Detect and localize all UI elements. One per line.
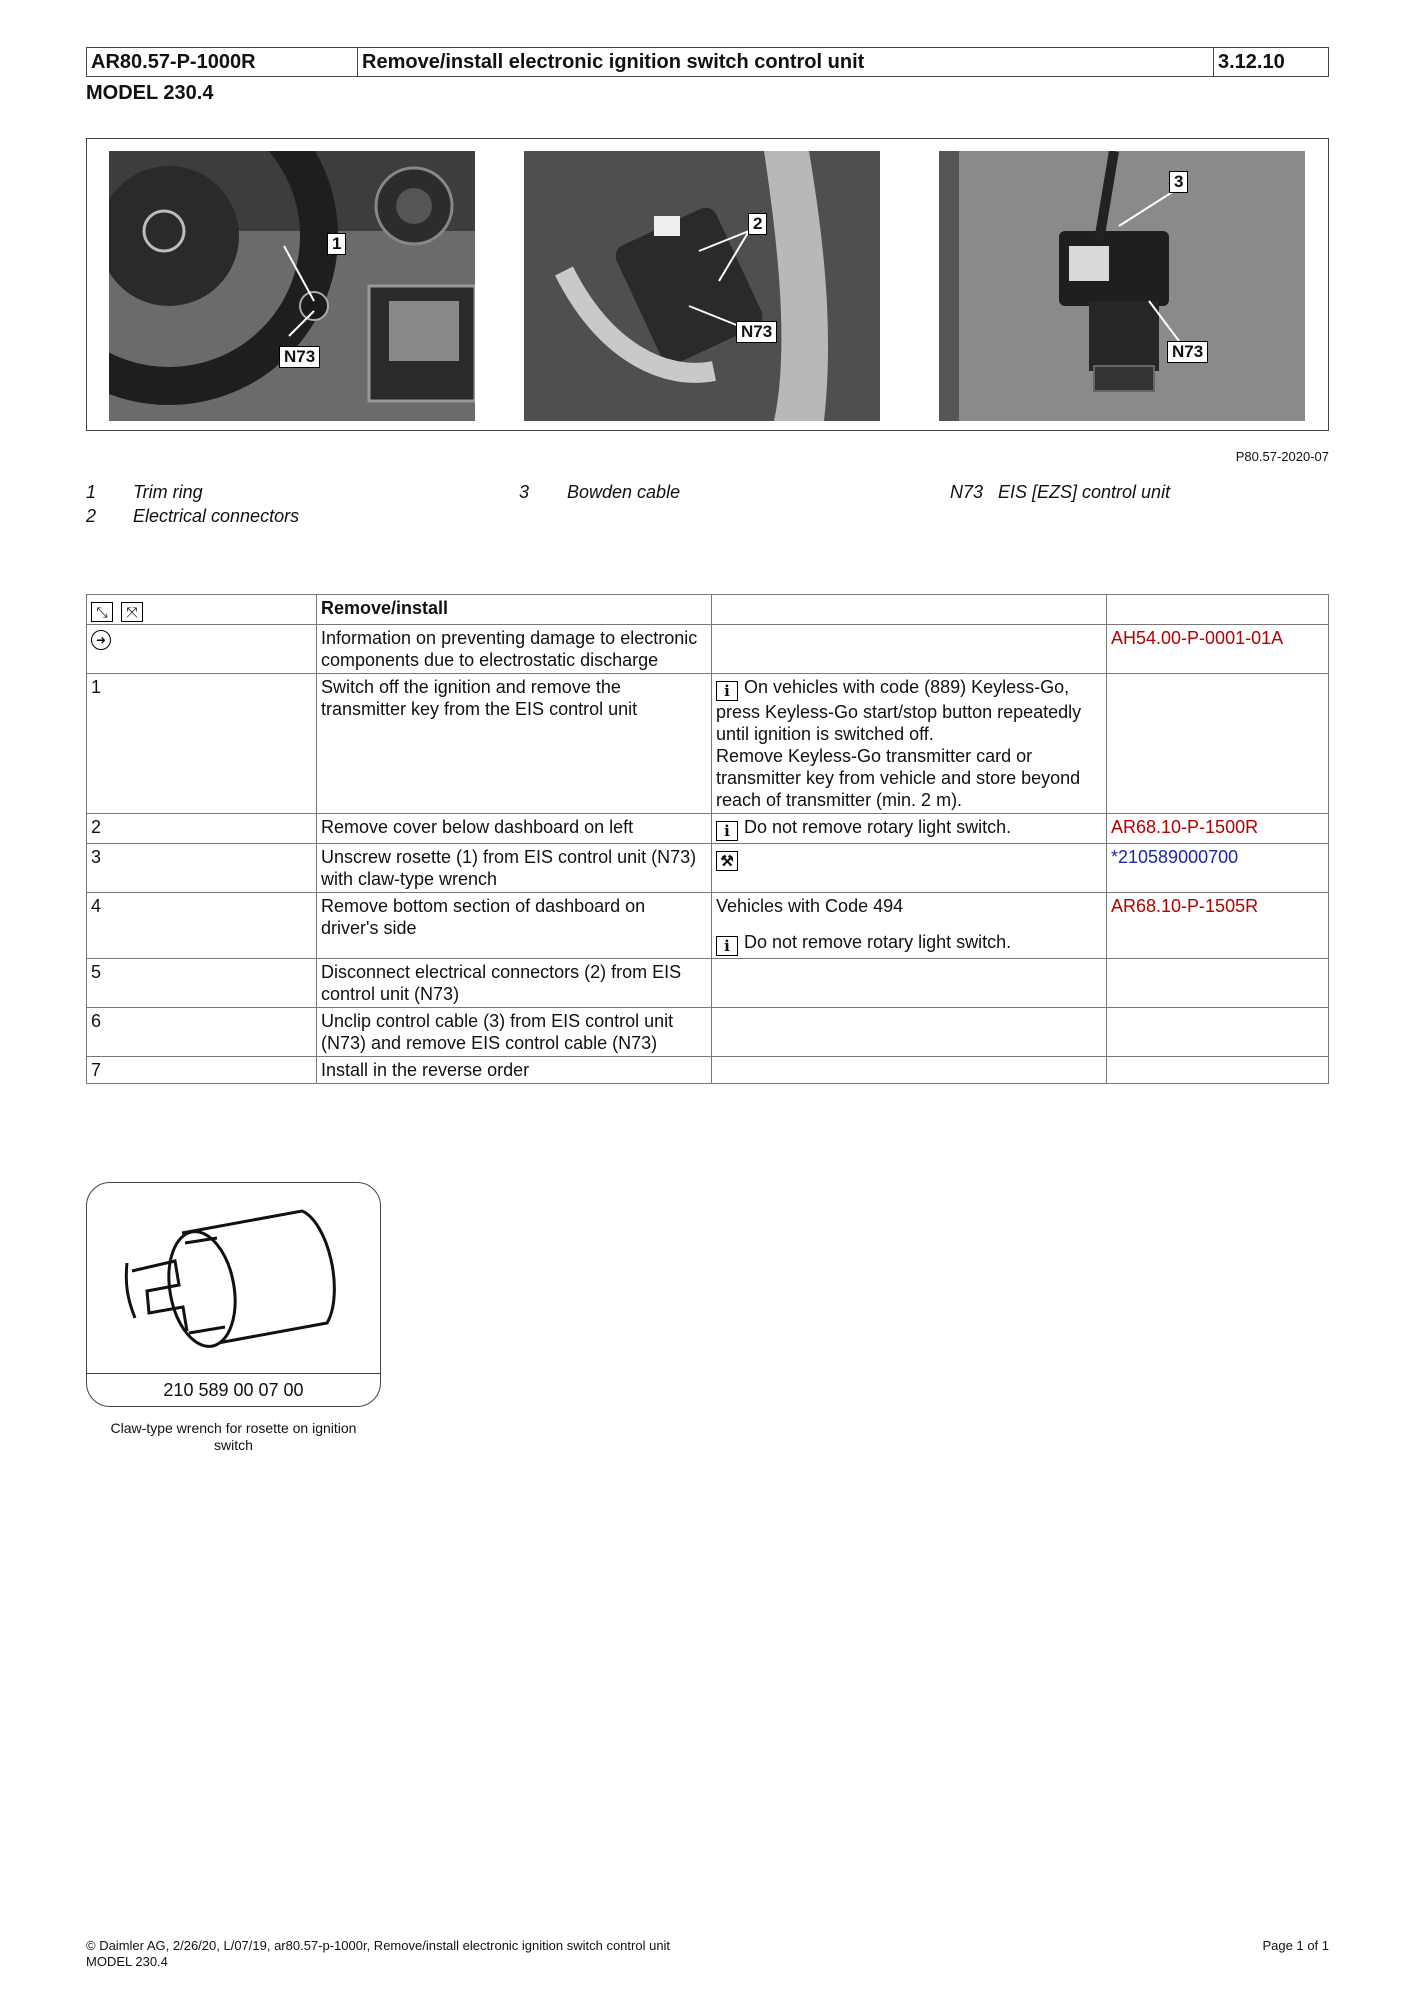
step-note: Vehicles with Code 494 [716, 896, 904, 916]
step-action: Switch off the ignition and remove the transmitter key from the EIS control unit [317, 674, 712, 814]
photo-frame [86, 138, 1329, 431]
procedure-table [86, 594, 1329, 1084]
callout-n73-photo3: N73 [1167, 341, 1208, 363]
step-action: Disconnect electrical connectors (2) from EIS control unit (N73) [317, 959, 712, 1008]
table-row [87, 844, 1329, 893]
step-action: Information on preventing damage to electronic components due to electrostatic discharge [317, 625, 712, 674]
table-row [87, 625, 1329, 674]
photo-steering-wheel [109, 151, 475, 421]
step-number: 6 [87, 1008, 317, 1057]
step-note-2: Remove Keyless-Go transmitter card or transmitter key from vehicle and store beyond reach of transmitter (min. 2 m). [716, 746, 1081, 810]
note-icon: ➜ [91, 630, 111, 650]
legend-text-3: Bowden cable [567, 482, 681, 502]
step-action: Remove bottom section of dashboard on driver's side [317, 893, 712, 959]
callout-1: 1 [327, 233, 346, 255]
table-header-row [87, 595, 1329, 625]
table-row [87, 959, 1329, 1008]
claw-wrench-icon [87, 1183, 381, 1375]
step-note-2: Do not remove rotary light switch. [744, 932, 1012, 952]
step-note: Do not remove rotary light switch. [744, 817, 1012, 837]
table-row [87, 1008, 1329, 1057]
step-number: 3 [87, 844, 317, 893]
table-header-label: Remove/install [317, 595, 712, 625]
tool-caption: Claw-type wrench for rosette on ignition switch [110, 1420, 357, 1453]
footer-page: Page 1 of 1 [1262, 1938, 1329, 1953]
doc-title: Remove/install electronic ignition switch control unit [358, 48, 1214, 76]
model-label: MODEL 230.4 [86, 82, 214, 104]
doc-date: 3.12.10 [1218, 51, 1285, 73]
legend-num-1: 1 [86, 482, 97, 502]
step-action: Unscrew rosette (1) from EIS control unit (N73) with claw-type wrench [317, 844, 712, 893]
legend-text-1: Trim ring [133, 482, 203, 502]
table-row [87, 1057, 1329, 1084]
footer-model: MODEL 230.4 [86, 1954, 168, 1969]
legend-num-2: 2 [86, 506, 97, 526]
step-reference-link[interactable]: AH54.00-P-0001-01A [1107, 625, 1329, 674]
table-row [87, 814, 1329, 844]
legend-num-3: 3 [519, 482, 530, 502]
legend-num-n73: N73 [950, 482, 984, 502]
step-action: Remove cover below dashboard on left [317, 814, 712, 844]
info-icon: i [716, 936, 738, 956]
photo-eis-unit [939, 151, 1305, 421]
photo-connectors [524, 151, 880, 421]
table-row [87, 893, 1329, 959]
callout-3: 3 [1169, 171, 1188, 193]
callout-n73-photo1: N73 [279, 346, 320, 368]
table-row [87, 674, 1329, 814]
step-action: Unclip control cable (3) from EIS control unit (N73) and remove EIS control cable (N73) [317, 1008, 712, 1057]
figure-reference: P80.57-2020-07 [1235, 449, 1329, 464]
tool-number: 210 589 00 07 00 [87, 1373, 380, 1406]
step-number: 7 [87, 1057, 317, 1084]
remove-icon: ⤡ [91, 602, 113, 622]
step-number: 2 [87, 814, 317, 844]
step-action: Install in the reverse order [317, 1057, 712, 1084]
legend-text-n73: EIS [EZS] control unit [998, 482, 1171, 502]
legend-text-2: Electrical connectors [133, 506, 300, 526]
step-number: 1 [87, 674, 317, 814]
doc-id: AR80.57-P-1000R [87, 48, 358, 76]
step-reference-link[interactable]: AR68.10-P-1505R [1107, 893, 1329, 959]
info-icon: i [716, 821, 738, 841]
install-icon: ⤧ [121, 602, 143, 622]
step-note: On vehicles with code (889) Keyless-Go, press Keyless-Go start/stop button repeatedly until ignition is switched off. [716, 677, 1082, 744]
step-number: 5 [87, 959, 317, 1008]
callout-2: 2 [748, 213, 767, 235]
step-reference-link[interactable]: AR68.10-P-1500R [1107, 814, 1329, 844]
document-header [86, 47, 1329, 77]
step-number: 4 [87, 893, 317, 959]
callout-n73-photo2: N73 [736, 321, 777, 343]
tool-icon: ⚒ [716, 851, 738, 871]
tool-illustration [86, 1182, 381, 1407]
footer-copyright: © Daimler AG, 2/26/20, L/07/19, ar80.57-p-1000r, Remove/install electronic ignition switch control unit [86, 1938, 671, 1953]
info-icon: i [716, 681, 738, 701]
tool-reference-link[interactable]: *210589000700 [1107, 844, 1329, 893]
